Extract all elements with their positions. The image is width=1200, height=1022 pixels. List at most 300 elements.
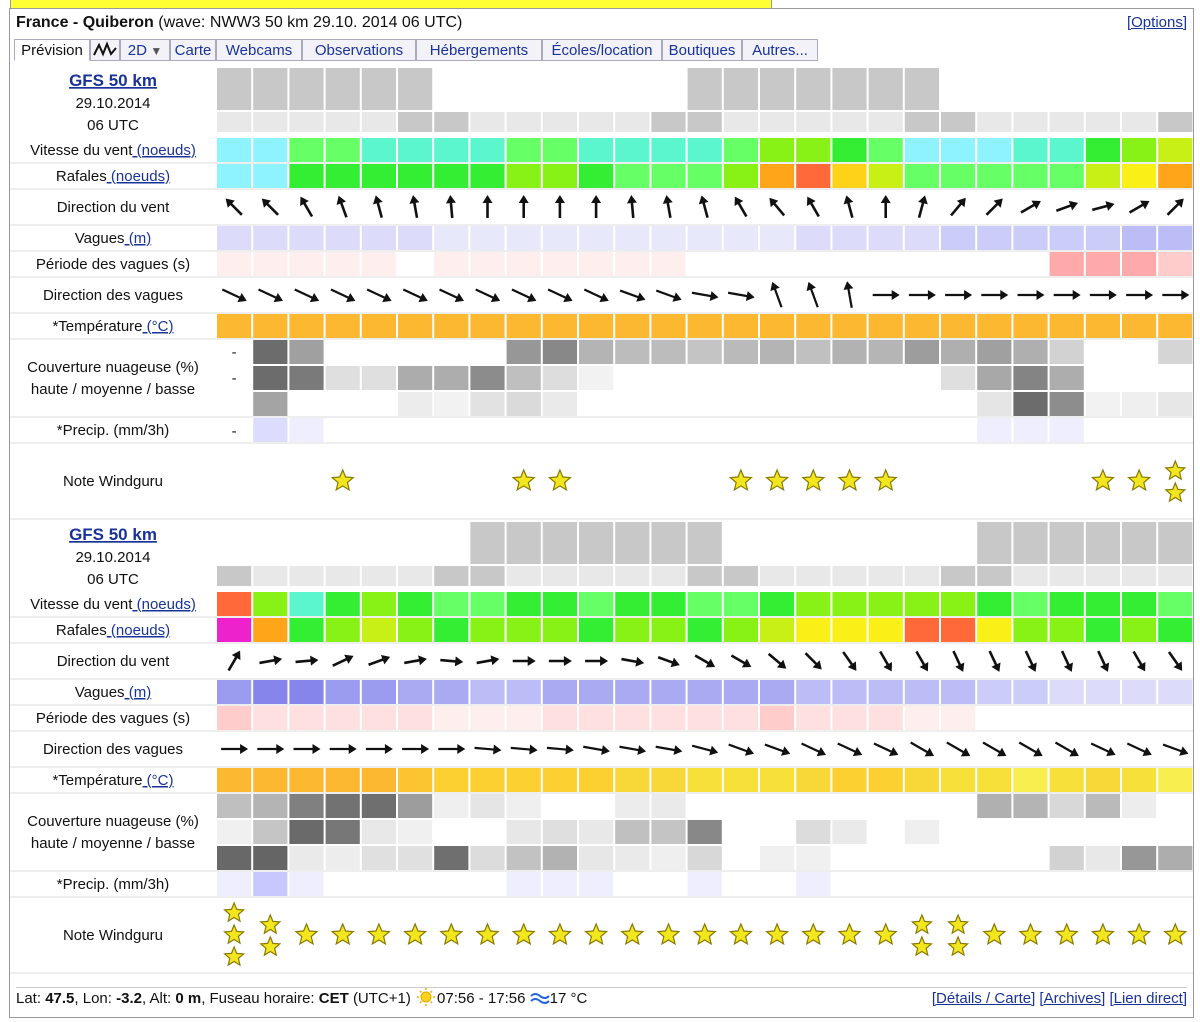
period-cell — [832, 706, 866, 730]
wave-arrow-icon-shaft — [584, 290, 603, 299]
precip-cell — [579, 872, 613, 896]
hour-bg — [1122, 566, 1156, 586]
tab-2d-label: 2D — [127, 42, 147, 59]
period-cell — [977, 252, 1011, 276]
gust-cell — [941, 164, 975, 188]
wave-arrow-icon-head — [274, 293, 285, 305]
footer-bar — [16, 987, 1187, 1010]
hour-bg — [507, 566, 541, 586]
wind-arrow-icon — [766, 195, 788, 219]
wave-cell — [1122, 680, 1156, 704]
wind-arrow-icon — [259, 654, 283, 668]
star-icon — [261, 915, 280, 933]
cloud-cell — [543, 820, 577, 844]
wind-arrow-icon — [729, 651, 754, 671]
day-header-bg — [760, 522, 794, 564]
wave-cell — [507, 680, 541, 704]
wave-cell — [977, 680, 1011, 704]
temp-cell — [470, 768, 504, 792]
cloud-cell — [507, 340, 541, 364]
wave-arrow-icon-shaft — [838, 744, 857, 753]
star-icon — [477, 924, 498, 944]
period-cell — [688, 706, 722, 730]
period-cell — [326, 706, 360, 730]
wind-arrow-icon — [513, 656, 536, 666]
day-header-bg — [362, 68, 396, 110]
temp-cell — [507, 314, 541, 338]
period-cell — [217, 252, 251, 276]
wind-arrow-icon — [1129, 649, 1149, 674]
wave-arrow-icon — [256, 285, 285, 305]
tab-webcams[interactable]: Webcams — [216, 39, 302, 61]
wind-arrow-icon-head — [920, 662, 933, 674]
wave-arrow-icon-shaft — [728, 293, 749, 297]
model-link[interactable]: GFS 50 km — [69, 71, 157, 90]
tz-value: CET — [318, 990, 349, 1007]
gust-cell — [434, 164, 468, 188]
wind-arrow-icon — [839, 649, 860, 674]
wind-arrow-icon-shaft — [621, 659, 638, 662]
tab-autres[interactable]: Autres... — [742, 39, 818, 61]
wind-cell — [977, 138, 1011, 162]
wind-arrow-icon — [1127, 197, 1152, 217]
wind-arrow-icon-shaft — [731, 656, 746, 665]
gust-cell — [507, 618, 541, 642]
wind-arrow-icon-shaft — [341, 201, 347, 217]
wave-cell — [470, 680, 504, 704]
tab-prevision[interactable]: Prévision — [14, 39, 90, 61]
wave-direction-label-text: Direction des vagues — [42, 741, 184, 758]
run-utc: 06 UTC — [87, 117, 139, 134]
wind-arrow-icon — [983, 195, 1006, 218]
hour-bg — [326, 566, 360, 586]
cloud-cell — [1122, 392, 1156, 416]
wave-arrow-icon-head — [565, 745, 574, 756]
period-cell — [977, 706, 1011, 730]
star-icon — [332, 470, 353, 490]
wind-arrow-icon-head — [883, 662, 896, 674]
temp-cell — [1086, 314, 1120, 338]
archives-link[interactable]: [Archives] — [1039, 990, 1106, 1007]
temp-cell — [760, 768, 794, 792]
gust-label-unit-link[interactable]: (noeuds) — [106, 622, 171, 639]
wind-arrow-icon-shaft — [769, 654, 782, 665]
wind-direction-label — [57, 653, 170, 670]
cloud-cell — [651, 340, 685, 364]
wind-arrow-icon — [476, 654, 500, 668]
wave-arrow-icon — [221, 744, 248, 754]
wave-arrow-icon — [293, 285, 322, 305]
wind-arrow-icon — [621, 654, 645, 668]
wind-arrow-icon — [881, 195, 891, 218]
cloud-cell — [507, 794, 541, 818]
period-cell — [398, 706, 432, 730]
star-icon — [1165, 924, 1186, 944]
temperature-label — [52, 318, 173, 335]
day-header-bg — [470, 522, 504, 564]
tab-boutiques[interactable]: Boutiques — [662, 39, 742, 61]
wind-arrow-icon-shaft — [953, 651, 960, 666]
period-cell — [760, 706, 794, 730]
wind-arrow-icon — [802, 650, 825, 673]
cloud-cell — [289, 846, 323, 870]
wave-arrow-icon — [474, 285, 503, 305]
wind-arrow-icon-shaft — [880, 651, 889, 666]
wind-arrow-icon-head — [483, 195, 493, 203]
gust-cell — [760, 618, 794, 642]
temp-cell — [977, 314, 1011, 338]
wind-cell — [832, 592, 866, 616]
day-header-bg — [1086, 522, 1120, 564]
precip-cell — [1050, 418, 1084, 442]
wind-arrow-icon-head — [310, 655, 319, 666]
wind-arrow-icon-shaft — [1134, 651, 1143, 666]
tz-label: , Fuseau horaire: — [201, 990, 315, 1007]
precip-cell — [507, 872, 541, 896]
wind-arrow-icon — [876, 649, 896, 674]
wave-arrow-icon — [474, 743, 502, 755]
temp-cell — [615, 768, 649, 792]
wind-arrow-icon — [1094, 649, 1113, 674]
day-header-bg — [289, 68, 323, 110]
hour-bg — [796, 112, 830, 132]
wave-arrow-icon-head — [237, 293, 248, 305]
gust-cell — [289, 618, 323, 642]
temp-cell — [1013, 768, 1047, 792]
cloud-cell — [362, 820, 396, 844]
wave-arrow-icon-head — [928, 290, 936, 300]
wave-arrow-icon-head — [746, 291, 756, 302]
day-header-bg — [398, 68, 432, 110]
cloud-cell — [326, 846, 360, 870]
cloud-cover-sublabel: haute / moyenne / basse — [30, 381, 196, 398]
wave-cell — [796, 226, 830, 250]
wave-cell — [615, 226, 649, 250]
cloud-cell — [1158, 392, 1192, 416]
wind-cell — [869, 592, 903, 616]
temp-cell — [1158, 314, 1192, 338]
wind-cell — [253, 138, 287, 162]
gust-cell — [1122, 618, 1156, 642]
temp-cell — [579, 768, 613, 792]
period-cell — [941, 252, 975, 276]
wind-arrow-icon-head — [1031, 197, 1043, 210]
model-link[interactable]: GFS 50 km — [69, 525, 157, 544]
wave-arrow-icon — [402, 744, 429, 754]
wave-arrow-icon-shaft — [692, 746, 712, 751]
wave-arrow-icon-head — [964, 290, 972, 300]
wind-cell — [760, 592, 794, 616]
wave-arrow-icon-shaft — [656, 747, 677, 751]
temp-cell — [1122, 314, 1156, 338]
wave-arrow-icon-shaft — [512, 290, 531, 299]
star-icon — [912, 937, 931, 955]
cloud-cell — [398, 392, 432, 416]
star-icon — [1129, 924, 1150, 944]
period-cell — [724, 706, 758, 730]
cloud-cell — [1050, 392, 1084, 416]
day-header-bg — [615, 522, 649, 564]
direct-link[interactable]: [Lien direct] — [1109, 990, 1187, 1007]
lon-value: -3.2 — [116, 990, 142, 1007]
wind-arrow-icon-head — [445, 195, 456, 204]
cloud-cell — [507, 820, 541, 844]
wind-cell — [543, 592, 577, 616]
day-header-bg — [1013, 522, 1047, 564]
temp-cell — [507, 768, 541, 792]
wind-arrow-icon-shaft — [916, 651, 925, 666]
wind-arrow-icon-shaft — [377, 201, 381, 217]
cloud-cell — [1086, 846, 1120, 870]
gust-cell — [760, 164, 794, 188]
star-icon — [730, 924, 751, 944]
hour-bg — [398, 566, 432, 586]
wave-arrow-icon — [1017, 738, 1045, 760]
gust-label-text: Rafales — [55, 168, 107, 185]
wind-arrow-icon-head — [455, 656, 464, 667]
day-header-bg — [1158, 68, 1192, 110]
waves-label-unit-link[interactable]: (m) — [124, 684, 152, 701]
wind-arrow-icon-head — [564, 656, 572, 666]
cloud-cell — [905, 340, 939, 364]
temp-cell — [1122, 768, 1156, 792]
wave-arrow-icon-shaft — [729, 745, 749, 752]
hour-bg — [977, 112, 1011, 132]
period-cell — [253, 706, 287, 730]
cloud-cell — [977, 340, 1011, 364]
wave-arrow-icon-shaft — [1019, 743, 1037, 754]
cloud-cell — [688, 846, 722, 870]
run-date: 29.10.2014 — [75, 549, 151, 566]
temp-cell — [905, 314, 939, 338]
wind-arrow-icon-head — [706, 659, 718, 672]
day-header-bg — [869, 522, 903, 564]
cloud-cell — [543, 340, 577, 364]
wave-arrow-icon — [366, 744, 393, 754]
cloud-cell — [941, 340, 975, 364]
wave-arrow-icon-shaft — [692, 293, 713, 297]
gust-cell — [832, 164, 866, 188]
wind-arrow-icon — [519, 195, 529, 218]
wave-arrow-icon-shaft — [947, 743, 965, 754]
gust-label-text: Rafales — [55, 622, 107, 639]
wind-speed-label-unit-link[interactable]: (noeuds) — [132, 596, 196, 613]
cloud-cell — [326, 820, 360, 844]
wave-cell — [1158, 226, 1192, 250]
wind-arrow-icon-head — [1028, 663, 1040, 674]
wave-arrow-icon — [1090, 290, 1117, 300]
wave-arrow-icon-shaft — [774, 287, 781, 307]
temp-cell — [760, 314, 794, 338]
gust-cell — [326, 618, 360, 642]
tab-carte[interactable]: Carte — [170, 39, 216, 61]
cloud-cell — [253, 820, 287, 844]
wave-arrow-icon — [944, 738, 972, 760]
wave-arrow-icon — [945, 290, 972, 300]
star-icon — [586, 924, 607, 944]
gust-cell — [724, 164, 758, 188]
tab-observations[interactable]: Observations — [302, 39, 416, 61]
gust-label-unit-link[interactable]: (noeuds) — [106, 168, 171, 185]
wind-arrow-icon-head — [881, 195, 891, 203]
wave-arrow-icon-head — [925, 748, 937, 761]
sun-icon — [415, 988, 437, 1006]
precip-cell — [289, 418, 323, 442]
cloud-cell — [217, 794, 251, 818]
water-temp-icon — [530, 990, 550, 1006]
gust-cell — [905, 618, 939, 642]
cloud-cell — [688, 820, 722, 844]
wind-arrow-icon — [585, 656, 608, 666]
wave-arrow-icon — [872, 739, 901, 759]
temp-cell — [434, 314, 468, 338]
wind-arrow-icon — [295, 655, 319, 667]
temp-cell — [651, 314, 685, 338]
wave-arrow-icon-head — [804, 280, 816, 291]
wave-arrow-icon-shaft — [547, 748, 568, 750]
wind-arrow-icon-head — [555, 195, 565, 203]
wave-cell — [1122, 226, 1156, 250]
period-cell — [905, 252, 939, 276]
day-header-bg — [398, 522, 432, 564]
water-temp: 17 °C — [549, 990, 588, 1007]
wind-arrow-icon — [224, 648, 244, 673]
wind-arrow-icon-head — [344, 651, 355, 663]
cloud-cell — [253, 366, 287, 390]
wave-arrow-icon-head — [817, 747, 828, 759]
star-icon — [1166, 461, 1185, 479]
temperature-label-unit-link[interactable]: (°C) — [142, 318, 174, 335]
cloud-cell — [1158, 846, 1192, 870]
temp-cell — [398, 768, 432, 792]
options-link[interactable]: [Options] — [1126, 14, 1187, 31]
wave-arrow-icon — [1018, 290, 1045, 300]
period-cell — [470, 706, 504, 730]
wind-direction-label-text: Direction du vent — [56, 653, 170, 670]
day-header-bg — [1086, 68, 1120, 110]
star-icon — [332, 924, 353, 944]
details-map-link[interactable]: [Détails / Carte] — [931, 990, 1036, 1007]
hour-bg — [1050, 566, 1084, 586]
wind-cell — [1050, 138, 1084, 162]
tab-hebergements[interactable]: Hébergements — [416, 39, 542, 61]
hour-bg — [832, 112, 866, 132]
precip-label — [57, 422, 170, 439]
star-icon — [949, 915, 968, 933]
precip-cell — [543, 872, 577, 896]
cloud-cell — [579, 366, 613, 390]
star-icon — [261, 937, 280, 955]
cloud-value: - — [231, 344, 237, 361]
cloud-cell — [651, 820, 685, 844]
wind-arrow-icon-head — [1137, 662, 1150, 674]
wave-cell — [579, 680, 613, 704]
period-cell — [1050, 252, 1084, 276]
temp-cell — [1013, 314, 1047, 338]
day-header-bg — [326, 522, 360, 564]
precip-label-text: *Precip. (mm/3h) — [56, 422, 170, 439]
day-header-bg — [1122, 68, 1156, 110]
day-header-bg — [724, 68, 758, 110]
wind-arrow-icon-head — [697, 194, 709, 204]
wave-arrow-icon-head — [768, 280, 780, 291]
wind-arrow-icon — [1021, 649, 1040, 674]
wave-cell — [832, 680, 866, 704]
wave-arrow-icon-shaft — [295, 290, 314, 299]
wave-arrow-icon-head — [457, 744, 465, 754]
cloud-cell — [651, 794, 685, 818]
tab-ecoles-location[interactable]: Écoles/location — [542, 39, 662, 61]
hour-bg — [434, 566, 468, 586]
wind-cell — [217, 138, 251, 162]
cloud-cell — [434, 846, 468, 870]
wind-arrow-icon-shaft — [451, 201, 452, 218]
wave-arrow-icon — [618, 286, 647, 305]
wind-arrow-icon-shaft — [414, 201, 417, 218]
hour-bg — [1013, 566, 1047, 586]
cloud-cell — [724, 340, 758, 364]
wind-cell — [832, 138, 866, 162]
wind-arrow-icon-shaft — [695, 656, 710, 665]
star-icon — [225, 947, 244, 965]
wave-arrow-icon-head — [1142, 747, 1153, 759]
day-header-bg — [941, 68, 975, 110]
day-header-bg — [688, 68, 722, 110]
precip-cell — [796, 872, 830, 896]
period-cell — [869, 252, 903, 276]
cloud-cell — [1013, 392, 1047, 416]
wind-cell — [434, 592, 468, 616]
wind-arrow-icon-head — [381, 652, 392, 664]
period-cell — [543, 706, 577, 730]
temperature-label-unit-link[interactable]: (°C) — [142, 772, 174, 789]
wind-arrow-icon-shaft — [1021, 204, 1036, 213]
cloud-cell — [253, 392, 287, 416]
wave-arrow-icon-head — [1037, 290, 1045, 300]
wind-cell — [615, 592, 649, 616]
wave-cell — [253, 226, 287, 250]
wind-speed-label-unit-link[interactable]: (noeuds) — [132, 142, 196, 159]
wind-cell — [470, 592, 504, 616]
wave-direction-label — [43, 741, 183, 758]
wave-arrow-icon — [437, 285, 466, 305]
wind-arrow-icon — [765, 650, 789, 672]
cloud-cell — [470, 366, 504, 390]
star-icon — [658, 924, 679, 944]
gust-cell — [1086, 164, 1120, 188]
cloud-cell — [398, 366, 432, 390]
wind-cell — [1013, 592, 1047, 616]
waves-label — [75, 230, 151, 247]
temp-cell — [941, 314, 975, 338]
temp-cell — [289, 314, 323, 338]
wind-arrow-icon-shaft — [848, 201, 852, 217]
cloud-value: - — [231, 370, 237, 387]
gust-cell — [579, 164, 613, 188]
wind-cell — [217, 592, 251, 616]
wave-cell — [760, 226, 794, 250]
hour-bg — [1013, 112, 1047, 132]
waves-label-unit-link[interactable]: (m) — [124, 230, 152, 247]
temp-cell — [869, 314, 903, 338]
wind-arrow-icon — [947, 195, 969, 219]
wind-speed-label — [30, 142, 196, 159]
day-header-bg — [832, 68, 866, 110]
wave-arrow-icon-shaft — [983, 743, 1001, 754]
wave-arrow-icon — [727, 288, 755, 303]
wave-cell — [362, 680, 396, 704]
wind-arrow-icon-shaft — [1092, 205, 1108, 209]
